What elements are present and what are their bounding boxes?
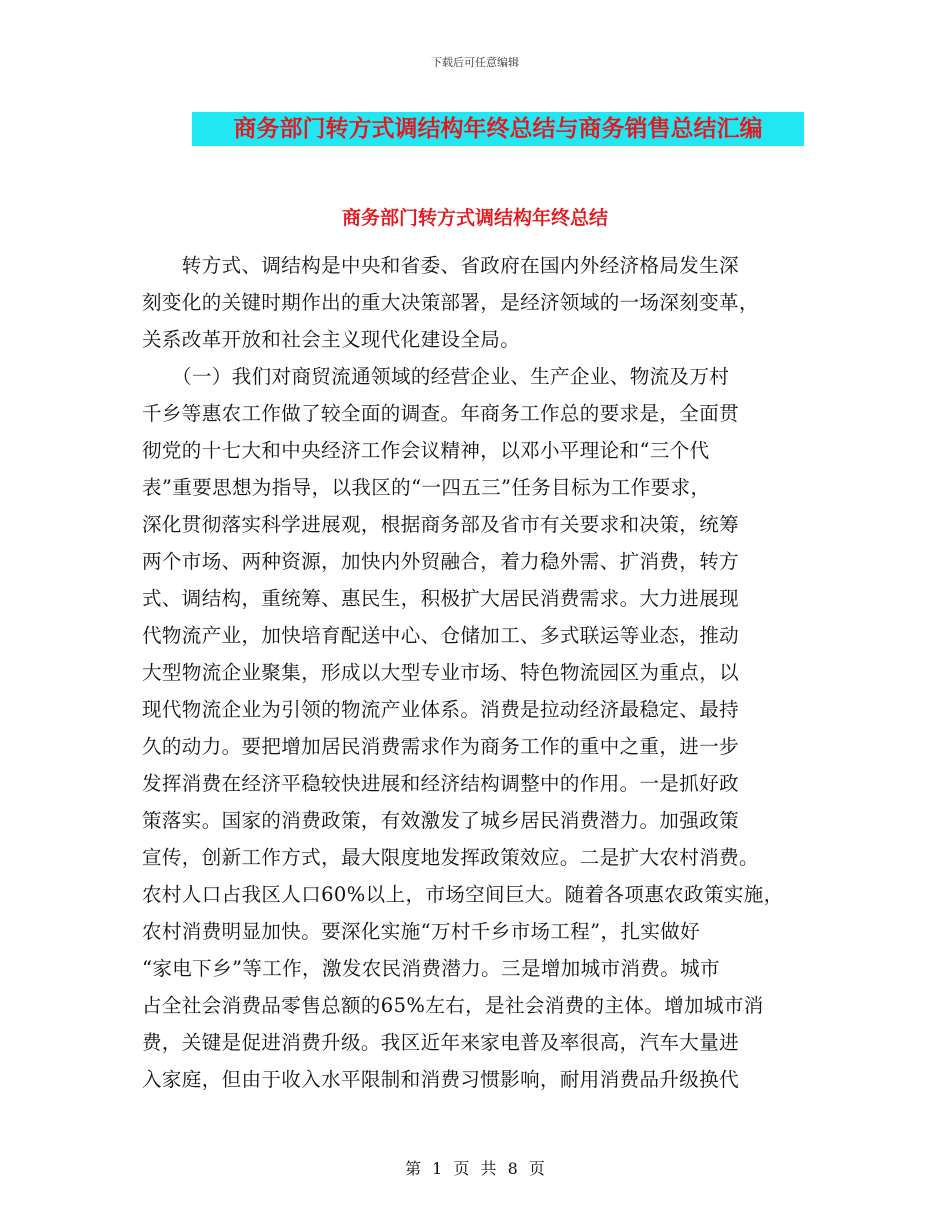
text-line: 大型物流企业聚集，形成以大型专业市场、特色物流园区为重点，以 bbox=[142, 661, 740, 684]
text-line: 代物流产业，加快培育配送中心、仓储加工、多式联运等业态，推动 bbox=[142, 624, 740, 647]
text-line: 农村人口占我区人口60%以上，市场空间巨大。随着各项惠农政策实施， bbox=[142, 883, 784, 906]
text-line: 表”重要思想为指导，以我区的“一四五三”任务目标为工作要求， bbox=[142, 476, 711, 499]
text-line: 现代物流企业为引领的物流产业体系。消费是拉动经济最稳定、最持 bbox=[142, 698, 740, 721]
section-title: 商务部门转方式调结构年终总结 bbox=[341, 207, 608, 229]
text-line: 转方式、调结构是中央和省委、省政府在国内外经济格局发生深 bbox=[142, 254, 740, 277]
text-line: 发挥消费在经济平稳较快进展和经济结构调整中的作用。一是抓好政 bbox=[142, 772, 740, 795]
text-line: 农村消费明显加快。要深化实施“万村千乡市场工程”，扎实做好 bbox=[142, 920, 701, 943]
text-line: 久的动力。要把增加居民消费需求作为商务工作的重中之重，进一步 bbox=[142, 735, 740, 758]
document-title: 商务部门转方式调结构年终总结与商务销售总结汇编 bbox=[192, 112, 804, 146]
text-line: （一）我们对商贸流通领域的经营企业、生产企业、物流及万村 bbox=[142, 365, 730, 388]
text-line: “家电下乡”等工作，激发农民消费潜力。三是增加城市消费。城市 bbox=[142, 957, 720, 980]
text-line: 策落实。国家的消费政策，有效激发了城乡居民消费潜力。加强政策 bbox=[142, 809, 740, 832]
page-number: 第 1 页 共 8 页 bbox=[405, 1159, 545, 1178]
text-line: 费，关键是促进消费升级。我区近年来家电普及率很高，汽车大量进 bbox=[142, 1031, 740, 1054]
text-line: 深化贯彻落实科学进展观，根据商务部及省市有关要求和决策，统筹 bbox=[142, 513, 740, 536]
text-line: 宣传，创新工作方式，最大限度地发挥政策效应。二是扩大农村消费。 bbox=[142, 846, 759, 869]
text-line: 两个市场、两种资源，加快内外贸融合，着力稳外需、扩消费，转方 bbox=[142, 550, 740, 573]
text-line: 关系改革开放和社会主义现代化建设全局。 bbox=[142, 328, 521, 351]
text-line: 式、调结构，重统筹、惠民生，积极扩大居民消费需求。大力进展现 bbox=[142, 587, 740, 610]
text-line: 入家庭，但由于收入水平限制和消费习惯影响，耐用消费品升级换代 bbox=[142, 1068, 740, 1091]
text-line: 千乡等惠农工作做了较全面的调查。年商务工作总的要求是，全面贯 bbox=[142, 402, 740, 425]
text-line: 占全社会消费品零售总额的65%左右，是社会消费的主体。增加城市消 bbox=[142, 994, 764, 1017]
body-text bbox=[142, 247, 802, 1098]
text-line: 彻党的十七大和中央经济工作会议精神，以邓小平理论和“三个代 bbox=[142, 439, 710, 462]
text-line: 刻变化的关键时期作出的重大决策部署，是经济领域的一场深刻变革， bbox=[142, 291, 759, 314]
page-header-note: 下载后可任意编辑 bbox=[431, 56, 519, 69]
